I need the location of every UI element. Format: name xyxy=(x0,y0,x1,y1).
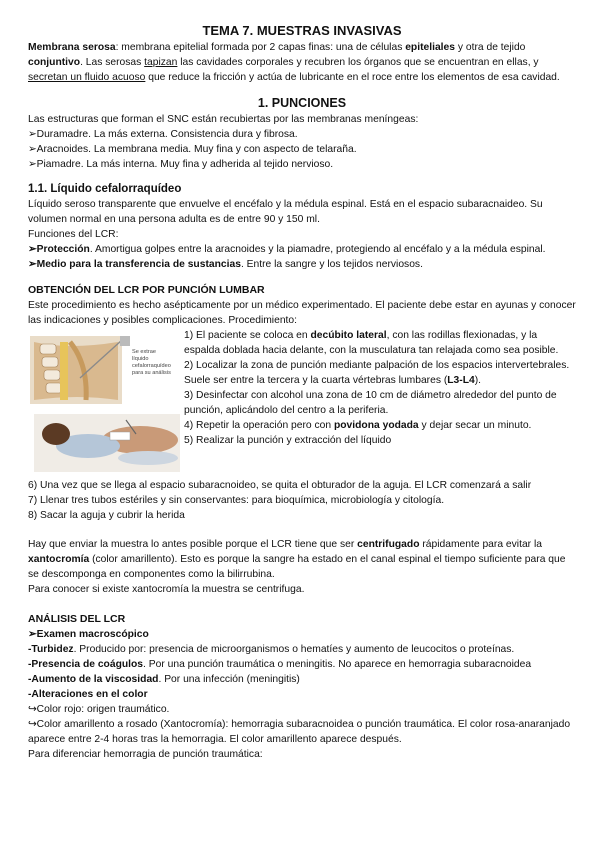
step-text: ). xyxy=(474,375,482,386)
document-page xyxy=(28,22,576,762)
step-text: y dejar secar un minuto. xyxy=(418,420,532,431)
document-title: TEMA 7. MUESTRAS INVASIVAS xyxy=(202,23,402,38)
analysis-item-color: -Alteraciones en el color xyxy=(28,689,148,700)
function-proteccion: ➢Protección xyxy=(28,244,90,255)
step-text: 4) Repetir la operación pero con xyxy=(184,420,334,431)
meninges-item: ➢Aracnoides. La membrana media. Muy fina y con aspecto de telaraña. xyxy=(28,144,357,155)
section-heading-punciones: 1. PUNCIONES xyxy=(257,96,347,110)
function-transferencia: ➢Medio para la transferencia de sustancias xyxy=(28,259,241,270)
para-text: (color amarillento). Esto es porque la sangre ha estado en el canal espinal el tiempo suficiente para que se descomponga en componentes como la bilirrubina. xyxy=(28,554,566,580)
intro-paragraph xyxy=(28,40,576,85)
intro-text-i: que reduce la fricción y actúa de lubricante en el roce entre los elementos de esa cavidad. xyxy=(145,72,560,83)
color-item: ↪Color amarillento a rosado (Xantocromía): hemorragia subaracnoidea o punción traumática. El color rosa-anaranjado aparece entre 2-4 horas tras la hemorragia. El color amarillento aparece después. xyxy=(28,719,571,745)
function-text: . Amortigua golpes entre la aracnoides y la piamadre, protegiendo al encéfalo y a la médula espinal. xyxy=(89,244,546,255)
term-tapizan: tapizan xyxy=(144,57,178,68)
term-secretan: secretan un fluido acuoso xyxy=(28,72,146,83)
procedure-step: 7) Llenar tres tubos estériles y sin conservantes: para bioquímica, microbiología y citología. xyxy=(28,495,445,506)
section-heading-lcr: 1.1. Líquido cefalorraquídeo xyxy=(28,183,182,195)
term-centrifugado: centrifugado xyxy=(357,539,420,550)
xantocromia-note: Para conocer si existe xantocromía la muestra se centrifuga. xyxy=(28,584,305,595)
para-text: Hay que enviar la muestra lo antes posible porque el LCR tiene que ser xyxy=(28,539,358,550)
term-viscosidad: -Aumento de la viscosidad xyxy=(28,674,159,685)
procedure-step: 8) Sacar la aguja y cubrir la herida xyxy=(28,510,185,521)
spacer xyxy=(28,523,576,537)
analysis-item xyxy=(28,672,576,687)
step-text: 1) El paciente se coloca en xyxy=(184,330,311,341)
procedure-step: 6) Una vez que se llega al espacio subaracnoideo, se quita el obturador de la aguja. El LCR comenzará a salir xyxy=(28,480,532,491)
term-decubito-lateral: decúbito lateral xyxy=(310,330,387,341)
color-item: ↪Color rojo: origen traumático. xyxy=(28,704,170,715)
term-turbidez: -Turbidez xyxy=(28,644,74,655)
meninges-item: ➢Duramadre. La más externa. Consistencia dura y fibrosa. xyxy=(28,129,298,140)
figure-caption-line: líquido xyxy=(132,356,149,362)
functions-label: Funciones del LCR: xyxy=(28,229,119,240)
term-povidona-yodada: povidona yodada xyxy=(333,420,419,431)
procedure-step xyxy=(184,328,576,358)
procedure-block xyxy=(28,328,576,478)
intro-text-a: : membrana epitelial formada por 2 capas finas: una de células xyxy=(115,42,406,53)
function-text: . Entre la sangre y los tejidos nerviosos. xyxy=(240,259,423,270)
section-heading-obtencion: OBTENCIÓN DEL LCR POR PUNCIÓN LUMBAR xyxy=(28,284,265,296)
term-epiteliales: epiteliales xyxy=(405,42,455,53)
term-xantocromia: xantocromía xyxy=(28,554,90,565)
color-note: Para diferenciar hemorragia de punción traumática: xyxy=(28,749,263,760)
function-item xyxy=(28,242,576,257)
item-text: . Producido por: presencia de microorganismos o hematíes y aumento de leucocitos o proteínas. xyxy=(73,644,515,655)
intro-text-c: y otra de tejido xyxy=(455,42,526,53)
procedure-step: 3) Desinfectar con alcohol una zona de 10 cm de diámetro alrededor del punto de punción, aplicándolo del centro a la periferia. xyxy=(184,390,557,416)
procedure-steps xyxy=(184,328,576,448)
para-text: rápidamente para evitar la xyxy=(419,539,542,550)
term-conjuntivo: conjuntivo xyxy=(28,57,81,68)
analysis-item xyxy=(28,657,576,672)
subheading-macroscopico: ➢Examen macroscópico xyxy=(28,629,149,640)
lcr-definition: Líquido seroso transparente que envuelve el encéfalo y la médula espinal. Está en el espacio subaracnaideo. Su volumen normal en una persona adulta es de entre 90 y 150 ml. xyxy=(28,199,543,225)
function-item xyxy=(28,257,576,272)
item-text: . Por una punción traumática o meningitis. No aparece en hemorragia subaracnoidea xyxy=(143,659,532,670)
step-text: , con las rodillas flexionadas, y la espalda doblada hacia delante, con la musculatura tan relajada como sea posible. xyxy=(184,330,559,356)
term-coagulos: -Presencia de coágulos xyxy=(28,659,144,670)
figure-caption-line: cefalorraquídeo xyxy=(132,363,171,369)
lumbar-puncture-illustration xyxy=(28,334,182,474)
step-text: 2) Localizar la zona de punción mediante palpación de los espacios intervertebrales. Suele ser entre la tercera y la cuarta vértebras lumbares ( xyxy=(184,360,570,386)
spine-figure-svg xyxy=(28,334,182,474)
obtencion-intro: Este procedimiento es hecho asépticamente por un médico experimentado. El paciente debe estar en ayunas y conocer las indicaciones y posibles complicaciones. Procedimiento: xyxy=(28,300,576,326)
figure-caption-line: para su análisis xyxy=(132,370,171,376)
centrifugado-paragraph xyxy=(28,537,576,582)
term-membrana-serosa: Membrana serosa xyxy=(28,42,116,53)
meninges-item: ➢Piamadre. La más interna. Muy fina y adherida al tejido nervioso. xyxy=(28,159,334,170)
procedure-step xyxy=(184,358,576,388)
figure-caption-line: Se extrae xyxy=(132,349,156,355)
procedure-step xyxy=(184,418,576,433)
meninges-lead: Las estructuras que forman el SNC están recubiertas por las membranas meníngeas: xyxy=(28,114,419,125)
section-heading-analisis: ANÁLISIS DEL LCR xyxy=(28,613,126,625)
item-text: . Por una infección (meningitis) xyxy=(158,674,300,685)
intro-text-g: las cavidades corporales y recubren los órganos que se encuentran en ellas, y xyxy=(177,57,539,68)
term-l3-l4: L3-L4 xyxy=(447,375,475,386)
analysis-item xyxy=(28,642,576,657)
intro-text-e: . Las serosas xyxy=(80,57,145,68)
procedure-step: 5) Realizar la punción y extracción del líquido xyxy=(184,435,392,446)
